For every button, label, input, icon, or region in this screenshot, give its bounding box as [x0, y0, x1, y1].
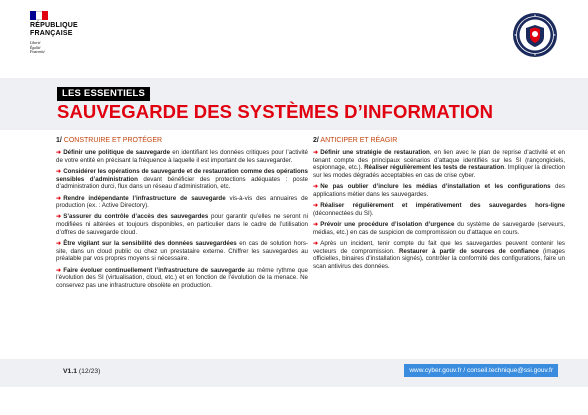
arrow-icon: ➜ — [56, 266, 62, 274]
item-text: , en lien avec le plan de reprise d’activité et en tenant compte des principaux scénarios d’attaque identifiés sur les SI (rançongiciels, espionnage, etc.). — [313, 149, 565, 172]
arrow-icon: ➜ — [313, 240, 319, 248]
item-strong: Ne pas oublier d’inclure les médias d’installation et les configurations — [320, 183, 551, 191]
item-text: vis-à-vis des annuaires de production (ex. : Active Directory). — [56, 194, 308, 210]
list-item — [56, 240, 308, 263]
item-strong: Rendre indépendante l’infrastructure de sauvegarde — [63, 194, 226, 202]
list-item — [56, 149, 308, 164]
francaise-line: FRANÇAISE — [30, 30, 73, 37]
anssi-seal-icon — [512, 12, 558, 58]
arrow-icon: ➜ — [313, 183, 319, 191]
motto-fraternite: Fraternité — [30, 50, 45, 55]
version-info — [63, 367, 100, 376]
item-text: des applications métier dans les sauvegardes. — [313, 183, 565, 199]
motto-liberte: Liberté — [30, 41, 41, 45]
list-item — [56, 267, 308, 290]
item-strong: Définir une politique de sauvegarde — [63, 149, 171, 156]
section-anticipate-react — [313, 136, 565, 274]
arrow-icon: ➜ — [313, 202, 319, 210]
motto — [30, 41, 120, 55]
item-text: Après un incident, tenir compte du fait que les sauvegardes peuvent contenir les vecteurs de compromission. — [313, 240, 565, 255]
item-text: au même rythme que l’évolution des SI (virtualisation, cloud, etc.) et en fonction de l’évolution de la menace. Ne conservez pas une infrastructure obsolète en production. — [56, 266, 308, 290]
contact-links[interactable]: www.cyber.gouv.fr / conseil.technique@ssi.gouv.fr — [404, 364, 558, 377]
item-strong: Réaliser régulièrement les tests de restauration — [364, 164, 505, 172]
republique-line: RÉPUBLIQUE — [30, 22, 78, 29]
section-title: ANTICIPER ET RÉAGIR — [320, 137, 398, 144]
item-text: (déconnectées du SI). — [313, 209, 374, 217]
section-number: 1/ — [56, 137, 62, 144]
item-strong: Être vigilant sur la sensibilité des données sauvegardées — [63, 240, 237, 248]
list-item — [313, 240, 565, 271]
section-build-protect — [56, 136, 308, 293]
list-item — [56, 168, 308, 191]
arrow-icon: ➜ — [56, 194, 62, 202]
arrow-icon: ➜ — [313, 149, 319, 156]
item-strong: Réaliser régulièrement et impérativement des sauvegardes hors-ligne — [320, 202, 565, 210]
item-text: (images officielles, binaires d’installation signés), contrôler la conformité des configurations, faire un scan antivirus des données. — [313, 247, 565, 271]
list-item — [56, 195, 308, 210]
page-title: SAUVEGARDE DES SYSTÈMES D’INFORMATION — [57, 101, 494, 122]
item-text: . Impliquer la direction sur les modes dégradés acceptables en cas de crise cyber. — [313, 164, 565, 180]
list-item — [313, 183, 565, 198]
section-title: CONSTRUIRE ET PROTÉGER — [63, 137, 163, 144]
section-heading — [313, 136, 565, 146]
republique-francaise-logo — [30, 11, 120, 55]
item-text: du système de sauvegarde (serveurs, médias, etc.) en cas de suspicion de compromission ou d’attaque en cours. — [313, 221, 565, 236]
arrow-icon: ➜ — [56, 240, 62, 248]
tricolor-flag-icon — [30, 11, 48, 20]
arrow-icon: ➜ — [56, 149, 62, 156]
item-strong: Restaurer à partir de sources de confiance — [398, 247, 539, 255]
item-strong: Prévoir une procédure d’isolation d’urgence — [320, 221, 455, 229]
list-item — [313, 149, 565, 180]
item-text: pour garantir qu’elles ne seront ni modifiées ni altérées et toujours disponibles, en particulier dans le cadre de l’utilisation d’offres de sauvegarde cloud. — [56, 213, 308, 236]
essentials-tag: LES ESSENTIELS — [57, 87, 150, 101]
arrow-icon: ➜ — [313, 221, 319, 229]
arrow-icon: ➜ — [56, 167, 62, 175]
page-indicator: (12/23) — [78, 368, 101, 375]
list-item — [313, 221, 565, 236]
item-text: en identifiant les données critiques pour l’activité de votre entité en précisant la fréquence à laquelle il est important de les sauvegarder. — [56, 149, 308, 164]
item-text: en cas de solution hors-site, dans un cloud public ou chez un prestataire externe. Chiffrer les sauvegardes au préalable par vos propres moyens si nécessaire. — [56, 240, 308, 263]
version-label: V1.1 — [63, 368, 77, 375]
list-item — [56, 213, 308, 236]
section-heading — [56, 136, 308, 146]
item-strong: S’assurer du contrôle d’accès des sauvegardes — [63, 213, 209, 221]
item-text: devant bénéficier des protections adéquates : poste d’administration durci, flux dans un réseau d’administration, etc. — [56, 175, 308, 191]
arrow-icon: ➜ — [56, 213, 62, 221]
list-item — [313, 202, 565, 217]
motto-egalite: Égalité — [30, 45, 41, 50]
item-strong: Définir une stratégie de restauration — [320, 149, 430, 156]
item-strong: Considérer les opérations de sauvegarde et de restauration comme des opérations sensibles d’administration — [56, 167, 308, 183]
item-strong: Faire évoluer continuellement l’infrastructure de sauvegarde — [63, 266, 245, 274]
section-number: 2/ — [313, 137, 319, 144]
